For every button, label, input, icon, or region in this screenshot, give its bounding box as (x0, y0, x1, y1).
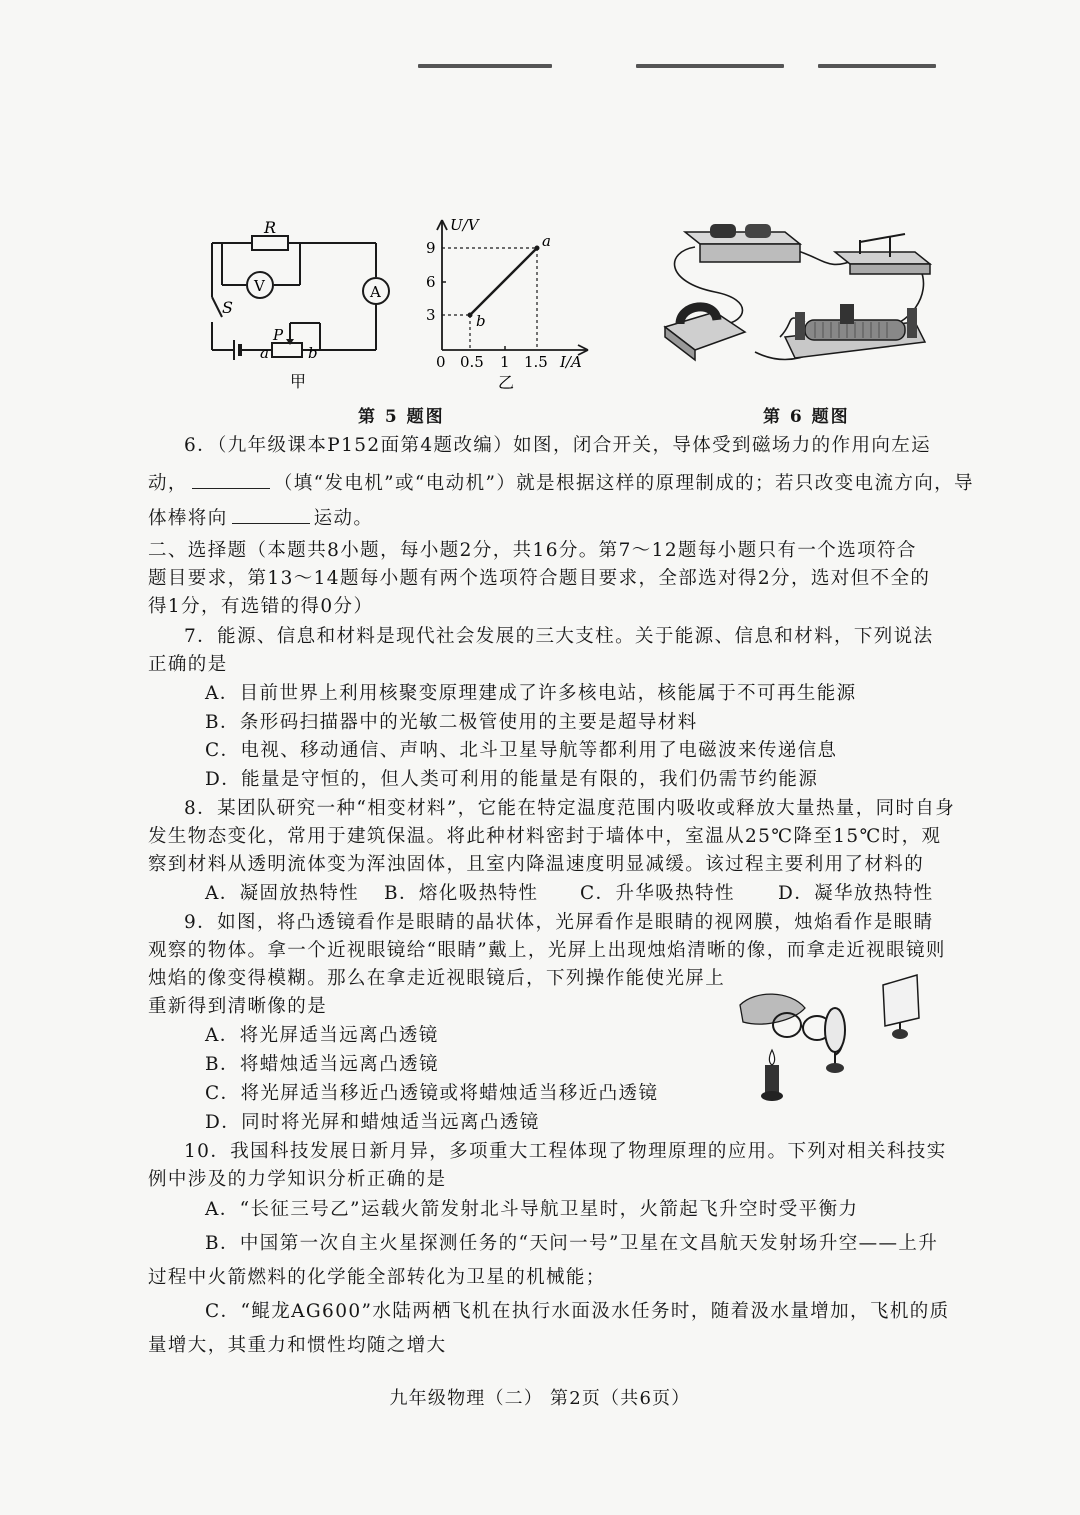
y-tick-9: 9 (426, 239, 436, 257)
x-tick-0: 0 (436, 353, 446, 371)
page-footer: 九年级物理（二） 第2页（共6页） (389, 1388, 691, 1409)
q9-line-3: 烛焰的像变得模糊。那么在拿走近视眼镜后，下列操作能使光屏上 (148, 968, 726, 989)
q8-line-1: 8．某团队研究一种“相变材料”，它能在特定温度范围内吸收或释放大量热量，同时自身 (184, 798, 956, 819)
q9-line-1: 9．如图，将凸透镜看作是眼睛的晶状体，光屏看作是眼睛的视网膜，烛焰看作是眼睛 (184, 912, 934, 933)
x-tick-1-5: 1.5 (524, 353, 548, 371)
circuit-diagram (200, 215, 400, 395)
q8-line-2: 发生物态变化，常用于建筑保温。将此种材料密封于墙体中，室温从25℃降至15℃时，观 (148, 826, 942, 847)
q10-option-a: A．“长征三号乙”运载火箭发射北斗导航卫星时，火箭起飞升空时受平衡力 (205, 1199, 859, 1220)
q6-line-3-end: 运动。 (313, 508, 374, 529)
y-tick-3: 3 (426, 306, 436, 324)
answer-blank[interactable] (192, 472, 270, 489)
q7-line-1: 7．能源、信息和材料是现代社会发展的三大支柱。关于能源、信息和材料，下列说法 (184, 626, 934, 647)
rheostat-end-a: a (260, 344, 269, 362)
q8-line-3: 察到材料从透明流体变为浑浊固体，且室内降温速度明显减缓。该过程主要利用了材料的 (148, 854, 925, 875)
q8-option-c: C．升华吸热特性 (580, 883, 735, 904)
scan-mark (818, 64, 936, 68)
q6-line-3-start: 体棒将向 (148, 508, 228, 529)
figure-sublabel-yi: 乙 (498, 373, 515, 392)
rheostat-end-b: b (308, 344, 318, 362)
q8-option-b: B．熔化吸热特性 (384, 883, 539, 904)
section-2-line-2: 题目要求，第13～14题每小题有两个选项符合题目要求，全部选对得2分，选对但不全的 (148, 568, 931, 589)
q8-option-d: D．凝华放热特性 (778, 883, 934, 904)
figure-5-caption: 第 5 题图 (358, 407, 445, 427)
q10-option-c-1: C．“鲲龙AG600”水陆两栖飞机在执行水面汲水任务时，随着汲水量增加，飞机的质 (205, 1301, 950, 1322)
q10-option-b-1: B．中国第一次自主火星探测任务的“天问一号”卫星在文昌航天发射场升空——上升 (205, 1233, 939, 1254)
scan-mark (418, 64, 552, 68)
q9-option-c: C．将光屏适当移近凸透镜或将蜡烛适当移近凸透镜 (205, 1083, 659, 1104)
switch-label: S (222, 298, 233, 317)
q7-line-2: 正确的是 (148, 654, 228, 675)
q7-option-d: D．能量是守恒的，但人类可利用的能量是有限的，我们仍需节约能源 (205, 769, 819, 790)
motor-experiment-figure (655, 212, 945, 382)
x-axis-label: I/A (560, 353, 582, 371)
q9-option-a: A．将光屏适当远离凸透镜 (205, 1025, 439, 1046)
section-2-line-1: 二、选择题（本题共8小题，每小题2分，共16分。第7～12题每小题只有一个选项符合 (148, 540, 917, 561)
q6-line-3 (148, 507, 373, 529)
voltmeter-label: V (254, 277, 265, 295)
figure-sublabel-jia: 甲 (290, 372, 307, 391)
resistor-label: R (264, 218, 277, 237)
q6-line-2-rest: （填“发电机”或“电动机”）就是根据这样的原理制成的；若只改变电流方向，导 (273, 473, 974, 494)
x-tick-1: 1 (500, 353, 510, 371)
q6-line-2 (148, 472, 974, 494)
q9-option-b: B．将蜡烛适当远离凸透镜 (205, 1054, 439, 1075)
answer-blank[interactable] (232, 507, 310, 524)
q8-option-a: A．凝固放热特性 (205, 883, 360, 904)
q9-option-d: D．同时将光屏和蜡烛适当远离凸透镜 (205, 1112, 540, 1133)
lens-experiment-figure (735, 970, 935, 1105)
q9-line-4: 重新得到清晰像的是 (148, 996, 328, 1017)
y-axis-label: U/V (450, 216, 479, 234)
scan-mark (636, 64, 784, 68)
q6-line-2-start: 动， (148, 473, 188, 494)
q10-line-2: 例中涉及的力学知识分析正确的是 (148, 1169, 447, 1190)
q10-option-b-2: 过程中火箭燃料的化学能全部转化为卫星的机械能； (148, 1267, 606, 1288)
section-2-line-3: 得1分，有选错的得0分） (148, 596, 374, 617)
q6-line-1: 6．（九年级课本P152面第4题改编）如图，闭合开关，导体受到磁场力的作用向左运 (184, 435, 932, 456)
point-a-label: a (542, 232, 551, 250)
q7-option-a: A．目前世界上利用核聚变原理建成了许多核电站，核能属于不可再生能源 (205, 683, 857, 704)
q10-line-1: 10．我国科技发展日新月异，多项重大工程体现了物理原理的应用。下列对相关科技实 (184, 1141, 947, 1162)
y-tick-6: 6 (426, 273, 436, 291)
figure-6-caption: 第 6 题图 (763, 407, 850, 427)
ui-graph (420, 210, 600, 395)
ammeter-label: A (370, 283, 381, 301)
slider-label: P (273, 326, 284, 344)
q7-option-c: C．电视、移动通信、声呐、北斗卫星导航等都利用了电磁波来传递信息 (205, 740, 838, 761)
q7-option-b: B．条形码扫描器中的光敏二极管使用的主要是超导材料 (205, 712, 698, 733)
x-tick-0-5: 0.5 (460, 353, 484, 371)
q10-option-c-2: 量增大，其重力和惯性均随之增大 (148, 1335, 447, 1356)
q9-line-2: 观察的物体。拿一个近视眼镜给“眼睛”戴上，光屏上出现烛焰清晰的像，而拿走近视眼镜则 (148, 940, 946, 961)
point-b-label: b (476, 312, 486, 330)
